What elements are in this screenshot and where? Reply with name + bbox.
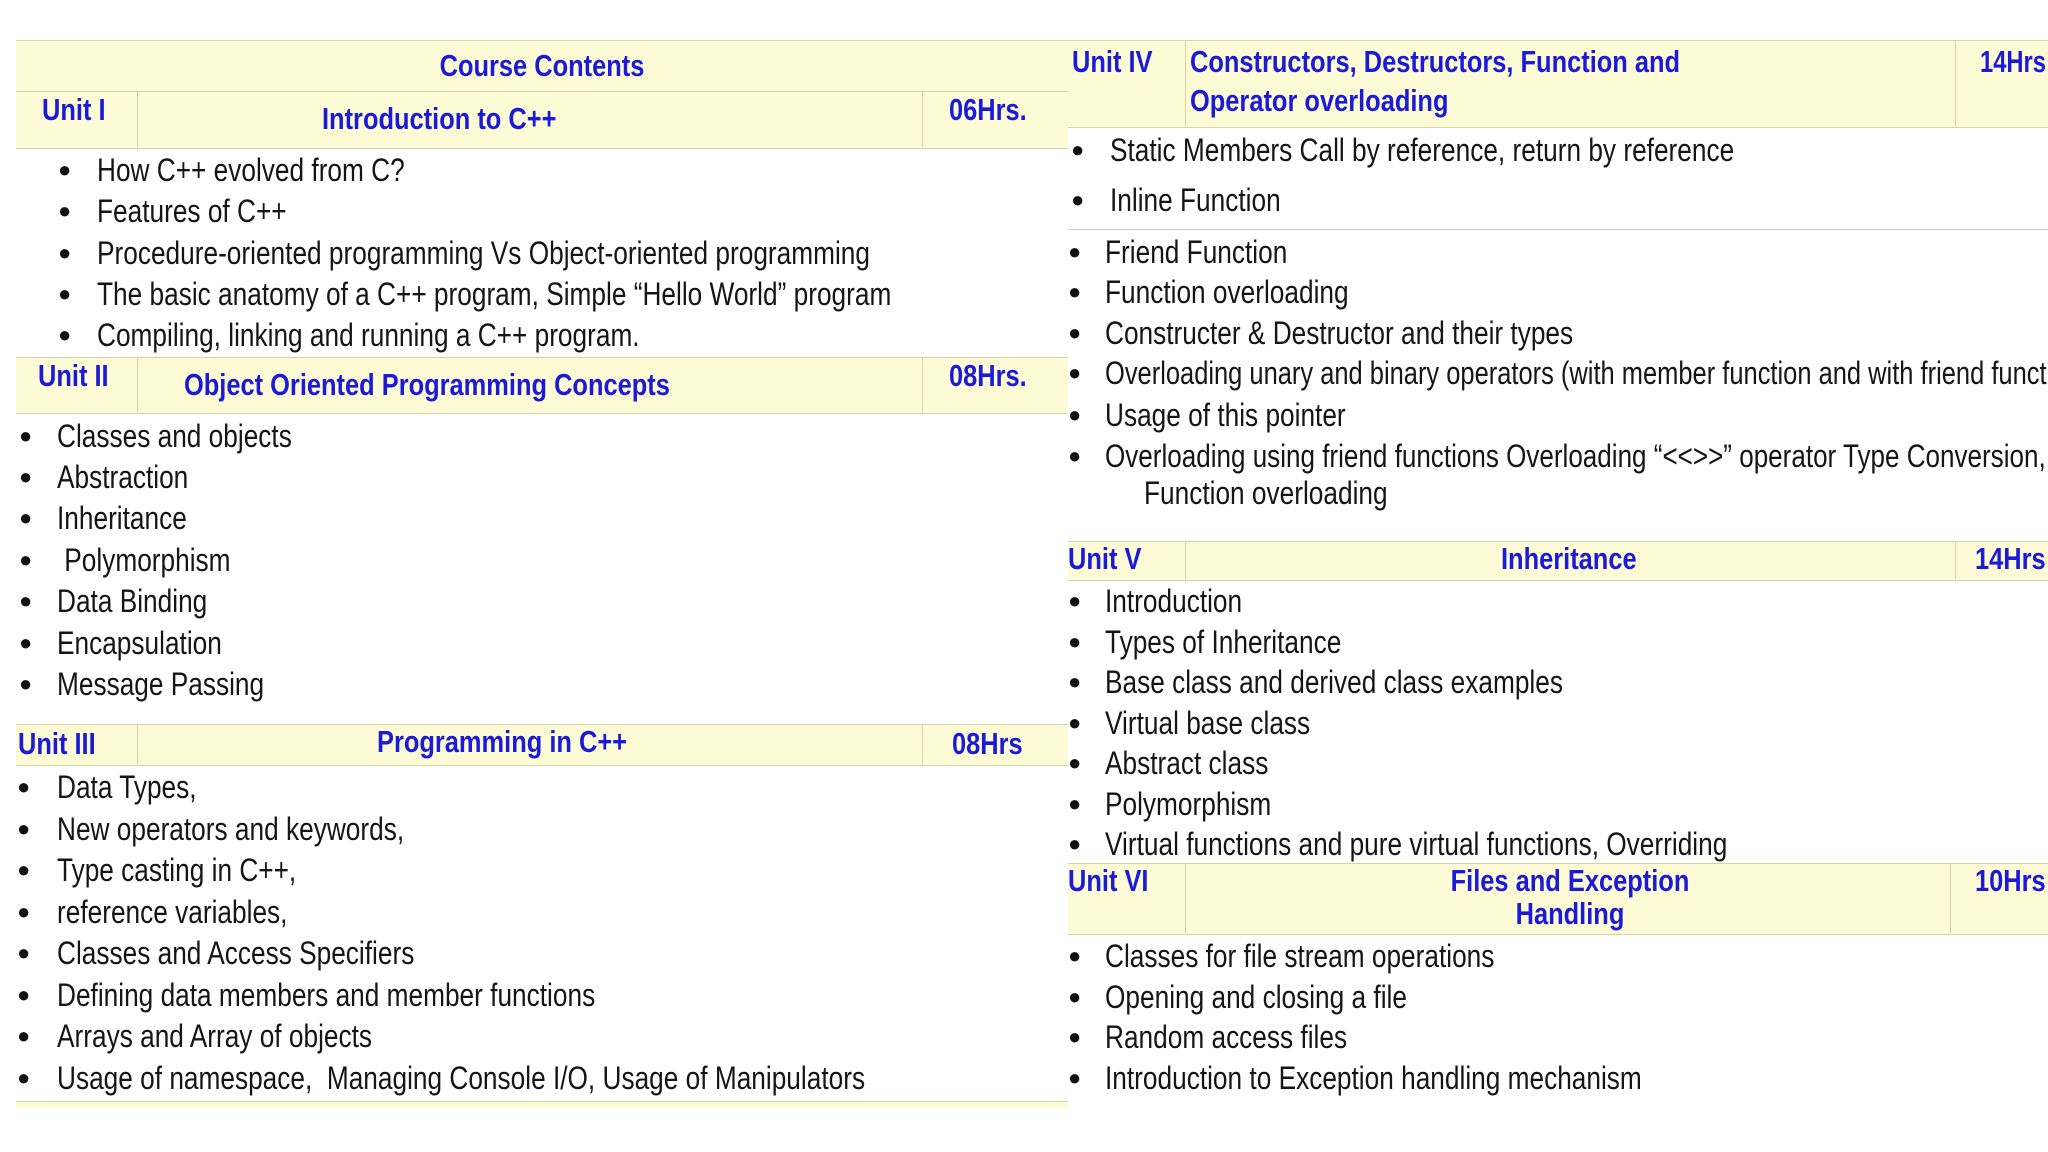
unit2-divider-left bbox=[137, 357, 138, 412]
unit4-header-band-cutoff bbox=[16, 1101, 1068, 1108]
list-item: Features of C++ bbox=[97, 193, 287, 229]
unit5-label: Unit V bbox=[1068, 541, 1142, 576]
unit4-label: Unit IV bbox=[1072, 44, 1153, 79]
section-divider bbox=[1068, 229, 2048, 230]
unit1-title: Introduction to C++ bbox=[322, 101, 557, 136]
list-item: Base class and derived class examples bbox=[1105, 664, 1563, 700]
list-item: Virtual functions and pure virtual functions, Overriding bbox=[1105, 826, 1728, 862]
list-item-continuation: Function overloading bbox=[1144, 475, 1388, 511]
list-item: Arrays and Array of objects bbox=[57, 1018, 373, 1054]
unit3-hours: 08Hrs bbox=[952, 726, 1023, 761]
list-item: Procedure-oriented programming Vs Object-oriented programming bbox=[97, 235, 870, 271]
list-item: Overloading unary and binary operators (with member function and with friend funct bbox=[1105, 355, 2047, 391]
list-item: Function overloading bbox=[1105, 274, 1349, 310]
unit6-label: Unit VI bbox=[1068, 863, 1149, 898]
list-item: Static Members Call by reference, return by reference bbox=[1110, 132, 1735, 168]
list-item: Compiling, linking and running a C++ program. bbox=[97, 317, 640, 353]
unit3-label: Unit III bbox=[18, 726, 96, 761]
unit4-divider-right bbox=[1955, 40, 1956, 126]
list-item: The basic anatomy of a C++ program, Simple “Hello World” program bbox=[97, 276, 892, 312]
list-item: Introduction bbox=[1105, 583, 1243, 619]
list-item: Polymorphism bbox=[57, 542, 231, 578]
list-item: Type casting in C++, bbox=[57, 852, 297, 888]
unit5-hours: 14Hrs bbox=[1975, 541, 2046, 576]
list-item: Virtual base class bbox=[1105, 705, 1311, 741]
list-item: Opening and closing a file bbox=[1105, 979, 1407, 1015]
unit2-label: Unit II bbox=[38, 358, 109, 393]
list-item: Classes and objects bbox=[57, 418, 292, 454]
list-item: How C++ evolved from C? bbox=[97, 152, 405, 188]
unit1-label: Unit I bbox=[42, 92, 106, 127]
unit6-title-line1: Files and Exception bbox=[1450, 863, 1690, 898]
list-item: Introduction to Exception handling mechanism bbox=[1105, 1060, 1642, 1096]
list-item: Abstraction bbox=[57, 459, 189, 495]
list-item: Constructer & Destructor and their types bbox=[1105, 315, 1574, 351]
unit2-hours: 08Hrs. bbox=[949, 358, 1027, 393]
list-item: Random access files bbox=[1105, 1019, 1348, 1055]
list-item: Classes and Access Specifiers bbox=[57, 935, 415, 971]
list-item: Classes for file stream operations bbox=[1105, 938, 1495, 974]
list-item: Friend Function bbox=[1105, 234, 1288, 270]
list-item: Data Binding bbox=[57, 583, 208, 619]
list-item: Abstract class bbox=[1105, 745, 1269, 781]
list-item: Usage of this pointer bbox=[1105, 397, 1346, 433]
unit1-hours: 06Hrs. bbox=[949, 92, 1027, 127]
list-item: Encapsulation bbox=[57, 625, 222, 661]
list-item: Types of Inheritance bbox=[1105, 624, 1342, 660]
unit1-divider-right bbox=[922, 91, 923, 147]
list-item: Polymorphism bbox=[1105, 786, 1272, 822]
unit4-hours: 14Hrs bbox=[1980, 44, 2047, 79]
unit4-title-line2: Operator overloading bbox=[1190, 83, 1449, 118]
unit6-divider-right bbox=[1950, 863, 1951, 933]
list-item: reference variables, bbox=[57, 894, 288, 930]
list-item: Message Passing bbox=[57, 666, 265, 702]
list-item: Defining data members and member functions bbox=[57, 977, 596, 1013]
list-item: Inheritance bbox=[57, 500, 187, 536]
unit6-title-line2: Handling bbox=[1515, 896, 1625, 931]
unit2-title: Object Oriented Programming Concepts bbox=[184, 367, 670, 402]
unit6-divider-left bbox=[1185, 863, 1186, 933]
list-item: New operators and keywords, bbox=[57, 811, 405, 847]
list-item: Usage of namespace, Managing Console I/O, Usage of Manipulators bbox=[57, 1060, 866, 1096]
unit4-divider-left bbox=[1185, 40, 1186, 126]
list-item: Data Types, bbox=[57, 769, 197, 805]
unit2-divider-right bbox=[922, 357, 923, 412]
unit3-divider-right bbox=[922, 724, 923, 764]
unit5-divider-left bbox=[1185, 541, 1186, 579]
list-item: Overloading using friend functions Overloading “<<>>” operator Type Conversion, bbox=[1105, 438, 2046, 474]
unit4-title-line1: Constructors, Destructors, Function and bbox=[1190, 44, 1681, 79]
unit3-divider-left bbox=[137, 724, 138, 764]
course-contents-title: Course Contents bbox=[439, 48, 645, 83]
unit5-divider-right bbox=[1955, 541, 1956, 579]
unit3-title: Programming in C++ bbox=[377, 724, 628, 759]
unit5-title: Inheritance bbox=[1501, 541, 1637, 576]
unit6-hours: 10Hrs bbox=[1975, 863, 2046, 898]
unit1-divider-left bbox=[137, 91, 138, 147]
list-item: Inline Function bbox=[1110, 182, 1281, 218]
